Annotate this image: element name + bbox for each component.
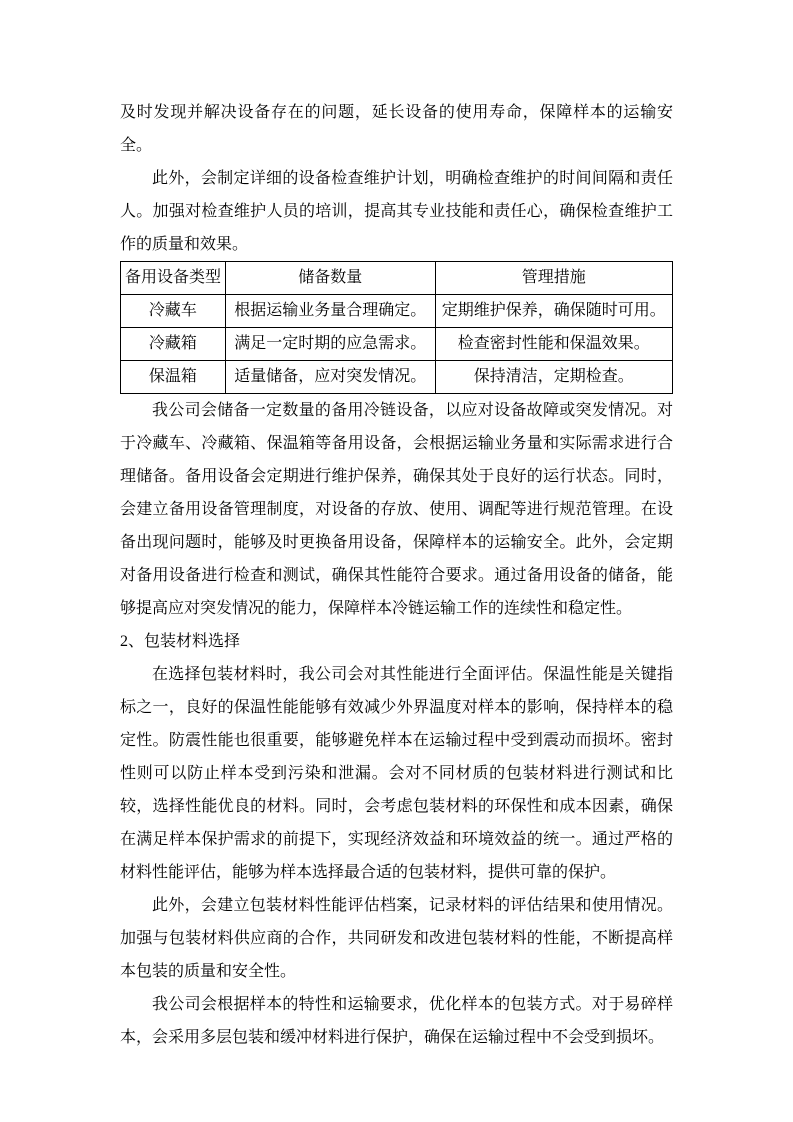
table-cell: 满足一定时期的应急需求。 bbox=[225, 328, 435, 361]
table-row bbox=[121, 295, 673, 328]
table-row bbox=[121, 361, 673, 394]
table-header-reserve-quantity: 储备数量 bbox=[225, 262, 435, 295]
table-header-equipment-type: 备用设备类型 bbox=[121, 262, 226, 295]
table-cell: 保温箱 bbox=[121, 361, 226, 394]
table-header-row bbox=[121, 262, 673, 295]
table-cell: 定期维护保养，确保随时可用。 bbox=[435, 295, 672, 328]
table-cell: 根据运输业务量合理确定。 bbox=[225, 295, 435, 328]
table-cell: 冷藏箱 bbox=[121, 328, 226, 361]
paragraph-packing-method: 我公司会根据样本的特性和运输要求，优化样本的包装方式。对于易碎样本，会采用多层包装和缓冲材料进行保护，确保在运输过程中不会受到损坏。 bbox=[120, 996, 673, 1046]
paragraph-inspection-plan: 此外，会制定详细的设备检查维护计划，明确检查维护的时间间隔和责任人。加强对检查维护人员的培训，提高其专业技能和责任心，确保检查维护工作的质量和效果。 bbox=[120, 170, 673, 253]
table-cell: 检查密封性能和保温效果。 bbox=[435, 328, 672, 361]
table-cell: 保持清洁，定期检查。 bbox=[435, 361, 672, 394]
paragraph-equipment-safety-continuation: 及时发现并解决设备存在的问题，延长设备的使用寿命，保障样本的运输安全。 bbox=[120, 104, 673, 154]
backup-equipment-table bbox=[120, 261, 673, 394]
paragraph-material-evaluation: 在选择包装材料时，我公司会对其性能进行全面评估。保温性能是关键指标之一，良好的保温性能能够有效减少外界温度对样本的影响，保持样本的稳定性。防震性能也很重要，能够避免样本在运输过程中受到震动而损坏。密封性则可以防止样本受到污染和泄漏。会对不同材质的包装材料进行测试和比较，选择性能优良的材料。同时，会考虑包装材料的环保性和成本因素，确保在满足样本保护需求的前提下，实现经济效益和环境效益的统一。通过严格的材料性能评估，能够为样本选择最合适的包装材料，提供可靠的保护。 bbox=[120, 666, 673, 881]
table-row bbox=[121, 328, 673, 361]
paragraph-backup-equipment: 我公司会储备一定数量的备用冷链设备，以应对设备故障或突发情况。对于冷藏车、冷藏箱、保温箱等备用设备，会根据运输业务量和实际需求进行合理储备。备用设备会定期进行维护保养，确保其处于良好的运行状态。同时，会建立备用设备管理制度，对设备的存放、使用、调配等进行规范管理。在设备出现问题时，能够及时更换备用设备，保障样本的运输安全。此外，会定期对备用设备进行检查和测试，确保其性能符合要求。通过备用设备的储备，能够提高应对突发情况的能力，保障样本冷链运输工作的连续性和稳定性。 bbox=[120, 402, 673, 617]
table-cell: 冷藏车 bbox=[121, 295, 226, 328]
paragraph-material-archive: 此外，会建立包装材料性能评估档案，记录材料的评估结果和使用情况。加强与包装材料供应商的合作，共同研发和改进包装材料的性能，不断提高样本包装的质量和安全性。 bbox=[120, 897, 673, 980]
heading-packaging-material-selection: 2、包装材料选择 bbox=[120, 633, 241, 650]
table-cell: 适量储备，应对突发情况。 bbox=[225, 361, 435, 394]
table-header-management-measures: 管理措施 bbox=[435, 262, 672, 295]
